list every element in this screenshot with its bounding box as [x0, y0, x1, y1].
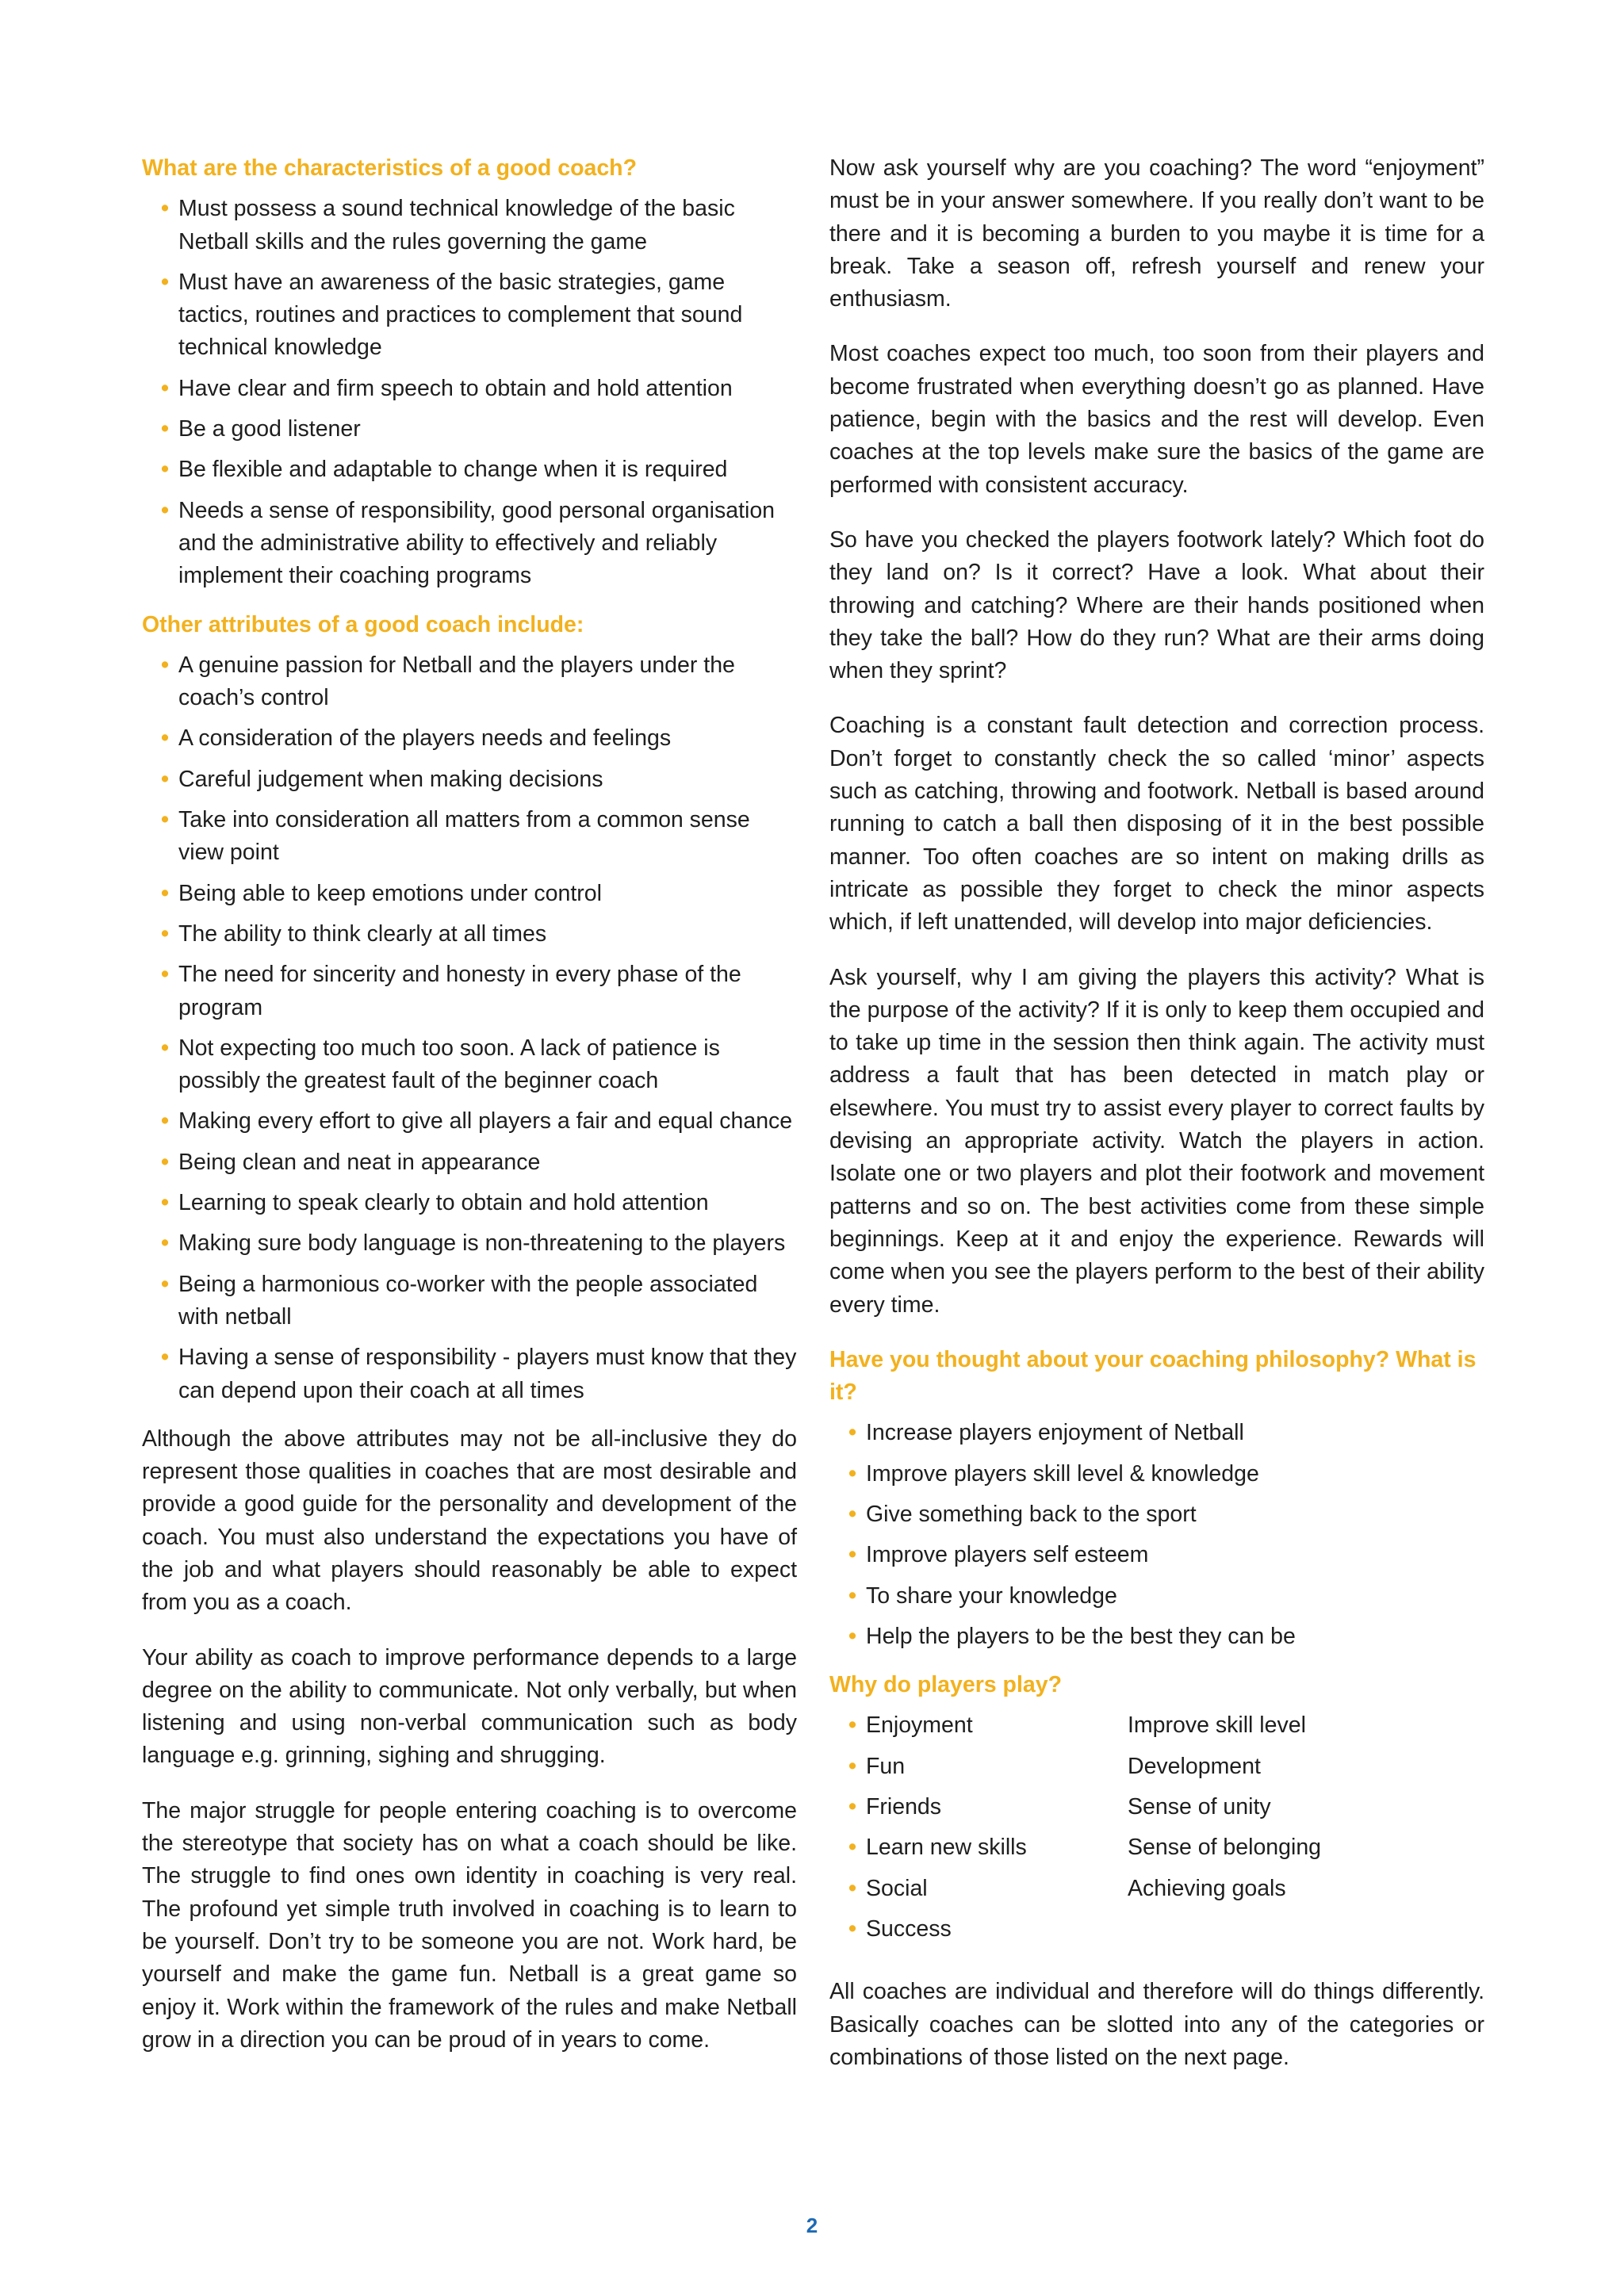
list-item: • Social [866, 1873, 1128, 1905]
characteristics-list [142, 193, 797, 592]
bullet-icon: • [161, 807, 169, 833]
bullet-icon: • [848, 1420, 856, 1446]
list-item: • Have clear and firm speech to obtain and hold attention [178, 373, 797, 405]
list-item: • Learn new skills [866, 1831, 1128, 1864]
bullet-icon: • [848, 1875, 856, 1901]
list-item: Improve skill level [1128, 1712, 1306, 1739]
bullet-icon: • [848, 1623, 856, 1649]
list-item: • A consideration of the players needs and feelings [178, 722, 797, 755]
page-number: 2 [806, 2214, 818, 2237]
list-item: • Be a good listener [178, 413, 797, 446]
bullet-icon: • [161, 457, 169, 483]
bullet-icon: • [848, 1794, 856, 1820]
list-item: Development [1128, 1753, 1261, 1779]
list-item: • Success [866, 1913, 1128, 1946]
right-column [829, 152, 1484, 2096]
closing-paragraph: All coaches are individual and therefore will do things differently. Basically coaches can be slotted into any of the categories or combinations of those listed on the next page. [829, 1979, 1484, 2070]
heading-coaching-philosophy: Have you thought about your coaching philosophy? What is it? [829, 1346, 1477, 1406]
paragraph: The major struggle for people entering coaching is to overcome the stereotype that society has on what a coach should be like. The struggle to find ones own identity in coaching is very real. The profound yet simple truth involved in coaching is to learn to be yourself. Don’t try to be someone you are not. Work hard, be yourself and make the game fun. Netball is a great game so enjoy it. Work within the framework of the rules and make Netball grow in a direction you can be proud of in years to come. [142, 1797, 797, 2053]
paragraph: Now ask yourself why are you coaching? The word “enjoyment” must be in your answer somewhere. If you really don’t want to be there and it is becoming a burden to you maybe it is time for a break. Take a season off, refresh yourself and renew your enthusiasm. [829, 155, 1484, 312]
bullet-icon: • [161, 962, 169, 988]
list-item: • Not expecting too much too soon. A lack of patience is possibly the greatest fault of the beginner coach [178, 1032, 797, 1098]
bullet-icon: • [161, 766, 169, 792]
attributes-list [142, 649, 797, 1407]
list-item: • Being clean and neat in appearance [178, 1146, 797, 1179]
paragraph: Coaching is a constant fault detection and correction process. Don’t forget to constantly check the so called ‘minor’ aspects such as catching, throwing and footwork. Netball is based around running to catch a ball then disposing of it in the best possible manner. Too often coaches are so intent on making drills as intricate as possible they forget to check the minor aspects which, if left unattended, will develop into major deficiencies. [829, 713, 1484, 936]
bullet-icon: • [161, 1149, 169, 1175]
list-item: • Needs a sense of responsibility, good personal organisation and the administrative ability to effectively and reliably implement their coaching programs [178, 495, 797, 593]
bullet-icon: • [848, 1501, 856, 1527]
list-item: • Must possess a sound technical knowledge of the basic Netball skills and the rules governing the game [178, 193, 797, 258]
list-item: Achieving goals [1128, 1875, 1286, 1901]
bullet-icon: • [161, 725, 169, 752]
list-item: • Being a harmonious co-worker with the people associated with netball [178, 1269, 797, 1334]
list-item: • Fun [866, 1751, 1128, 1783]
paragraph: Ask yourself, why I am giving the players this activity? What is the purpose of the activity? If it is only to keep them occupied and to take up time in the session then think again. The activity must address a fault that has been detected in match play or elsewhere. You must try to assist every player to correct faults by devising an appropriate activity. Watch the players in action. Isolate one or two players and plot their footwork and movement patterns and so on. The best activities come from these simple beginnings. Keep at it and enjoy the experience. Rewards will come when you see the players perform to the best of their ability every time. [829, 964, 1484, 1318]
list-item: Sense of belonging [1128, 1835, 1322, 1861]
list-item: • The need for sincerity and honesty in every phase of the program [178, 959, 797, 1024]
list-item: • Making sure body language is non-threatening to the players [178, 1227, 797, 1260]
bullet-icon: • [161, 196, 169, 222]
list-item: • Give something back to the sport [866, 1498, 1484, 1531]
bullet-icon: • [161, 1271, 169, 1297]
heading-characteristics: What are the characteristics of a good coach? [142, 155, 637, 181]
list-item: • The ability to think clearly at all times [178, 918, 797, 951]
paragraph: Most coaches expect too much, too soon from their players and become frustrated when everything doesn’t go as planned. Have patience, begin with the basics and the rest will develop. Even coaches at the top levels make sure the basics of the game are performed with consistent accuracy. [829, 341, 1484, 498]
bullet-icon: • [161, 416, 169, 442]
left-column [142, 152, 797, 2079]
bullet-icon: • [161, 1345, 169, 1371]
bullet-icon: • [848, 1542, 856, 1568]
reasons-list-col1 [848, 1709, 1128, 1954]
bullet-icon: • [161, 375, 169, 401]
bullet-icon: • [848, 1460, 856, 1487]
bullet-icon: • [848, 1915, 856, 1942]
list-item: • Help the players to be the best they can be [866, 1621, 1484, 1653]
bullet-icon: • [161, 920, 169, 947]
list-item: • Enjoyment [866, 1709, 1128, 1742]
list-item: • Learning to speak clearly to obtain and hold attention [178, 1187, 797, 1219]
list-item: • Being able to keep emotions under control [178, 878, 797, 910]
bullet-icon: • [161, 497, 169, 523]
philosophy-list [829, 1417, 1484, 1653]
list-item: • Having a sense of responsibility - players must know that they can depend upon their coach at all times [178, 1341, 797, 1407]
heading-other-attributes: Other attributes of a good coach include: [142, 611, 584, 637]
bullet-icon: • [161, 880, 169, 906]
reasons-list-col2 [1128, 1709, 1321, 1954]
list-item: Sense of unity [1128, 1794, 1271, 1820]
bullet-icon: • [848, 1582, 856, 1609]
list-item: • To share your knowledge [866, 1580, 1484, 1613]
bullet-icon: • [161, 1230, 169, 1257]
list-item: • Must have an awareness of the basic strategies, game tactics, routines and practices to complement that sound technical knowledge [178, 266, 797, 365]
list-item: • Improve players self esteem [866, 1539, 1484, 1571]
list-item: • Increase players enjoyment of Netball [866, 1417, 1484, 1449]
paragraph: Your ability as coach to improve performance depends to a large degree on the ability to communicate. Not only verbally, but when listening and using non-verbal communication such as body language e.g. grinning, sighing and shrugging. [142, 1644, 797, 1769]
list-item: • Making every effort to give all players a fair and equal chance [178, 1105, 797, 1138]
heading-why-play: Why do players play? [829, 1672, 1062, 1698]
bullet-icon: • [161, 1035, 169, 1061]
list-item: • Be flexible and adaptable to change when it is required [178, 453, 797, 486]
list-item: • Improve players skill level & knowledge [866, 1458, 1484, 1490]
bullet-icon: • [161, 1108, 169, 1135]
paragraph: So have you checked the players footwork lately? Which foot do they land on? Is it correct? Have a look. What about their throwing and catching? Where are their hands positioned when they take the ball? How do they run? What are their arms doing when they sprint? [829, 526, 1484, 684]
paragraph: Although the above attributes may not be all-inclusive they do represent those qualities in coaches that are most desirable and provide a good guide for the personality and development of the coach. You must also understand the expectations you have of the job and what players should reasonably be able to expect from you as a coach. [142, 1425, 797, 1616]
list-item: • Take into consideration all matters from a common sense view point [178, 804, 797, 870]
reasons-two-column-list [829, 1709, 1484, 1954]
bullet-icon: • [848, 1835, 856, 1861]
list-item: • Friends [866, 1791, 1128, 1823]
bullet-icon: • [848, 1753, 856, 1779]
bullet-icon: • [161, 652, 169, 678]
list-item: • A genuine passion for Netball and the players under the coach’s control [178, 649, 797, 715]
bullet-icon: • [848, 1712, 856, 1739]
bullet-icon: • [161, 269, 169, 295]
list-item: • Careful judgement when making decisions [178, 763, 797, 796]
bullet-icon: • [161, 1190, 169, 1216]
